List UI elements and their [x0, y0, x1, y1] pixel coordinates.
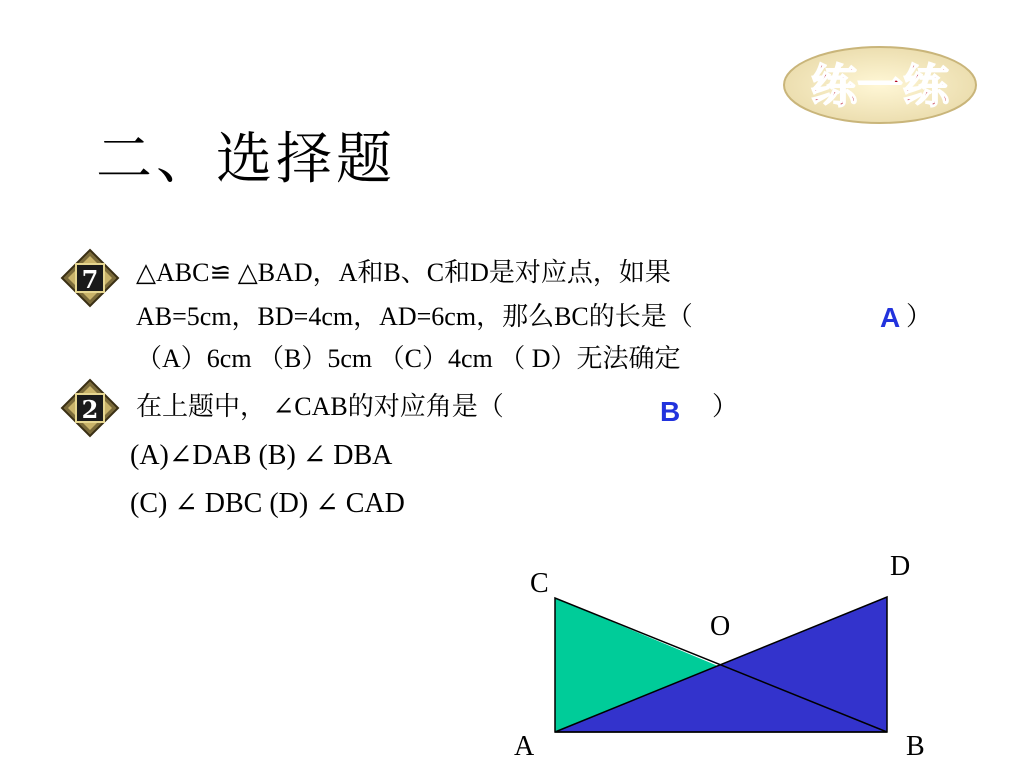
page-title: 二、选择题	[96, 127, 396, 192]
question-7-badge-number: 7	[81, 265, 99, 294]
q2-options-line-1: (A)∠DAB (B) ∠ DBA	[130, 440, 393, 471]
practice-logo	[780, 40, 980, 130]
q2-options-line-2: (C) ∠ DBC (D) ∠ CAD	[130, 488, 405, 519]
question-7-badge-icon	[60, 248, 120, 308]
question-2-badge-number: 2	[81, 395, 99, 424]
geometry-figure	[500, 550, 950, 768]
q1-answer: A	[880, 302, 901, 333]
q2-answer: B	[660, 396, 681, 427]
q2-close-paren: ）	[712, 392, 739, 421]
q2-text: 在上题中， ∠CAB的对应角是（	[136, 392, 504, 421]
q1-line-3: （A）6cm （B）5cm （C）4cm （ D）无法确定	[136, 344, 681, 373]
q1-close-paren: ）	[906, 302, 933, 331]
point-label-A: A	[514, 731, 535, 762]
point-label-C: C	[530, 568, 549, 599]
q1-line-1: △ABC≌ △BAD，A和B、C和D是对应点，如果	[136, 258, 671, 287]
q1-line-2: AB=5cm，BD=4cm，AD=6cm，那么BC的长是（	[136, 302, 693, 331]
question-2-badge-icon	[60, 378, 120, 438]
point-label-D: D	[890, 551, 911, 582]
point-label-B: B	[906, 731, 925, 762]
practice-logo-text: 练一练	[811, 59, 949, 113]
point-label-O: O	[710, 611, 731, 642]
